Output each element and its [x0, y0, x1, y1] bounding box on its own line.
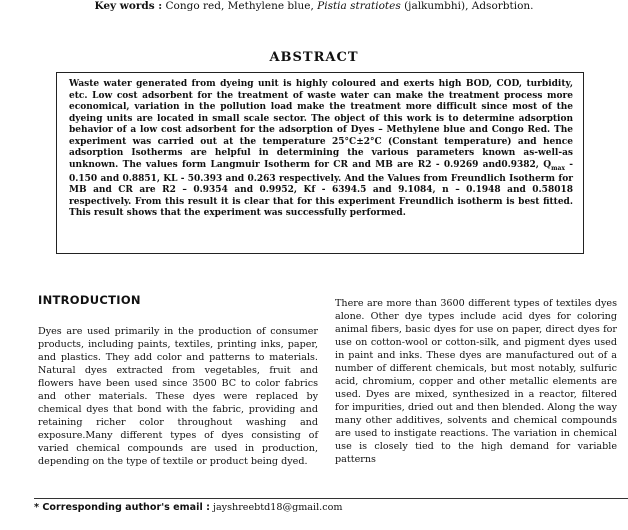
abstract-part-2: - 0.150 and 0.8851, KL - 50.393 and 0.263 respectively. And the Values from Freundlich Isotherm for MB and CR are R2 – 0.9354 and 0.9952, Kf - 6394.5 and 9.1084, n – 0.1948 and 0.58018 respectively. From this result it is clear that for this experiment Freundlich isotherm is best fitted. This result shows that the experiment was successfully performed.	[69, 159, 573, 219]
abstract-text	[69, 79, 573, 220]
abstract-qmax-sub: max	[551, 164, 565, 172]
keywords-species: Pistia stratiotes	[317, 0, 401, 12]
introduction-heading: INTRODUCTION	[38, 293, 141, 307]
footnote-email[interactable]: jayshreebtd18@gmail.com	[209, 502, 343, 513]
introduction-left-paragraph: Dyes are used primarily in the production of consumer products, including paints, textiles, printing inks, paper, and plastics. They add color and patterns to materials. Natural dyes extracted from vegetables, fruit and flowers have been used since 3500 BC to color fabrics and other materials. These dyes were replaced by chemical dyes that bond with the fabric, providing and retaining richer color throughout washing and exposure.Many different types of dyes consisting of varied chemical compounds are used in production, depending on the type of textile or product being dyed.	[38, 326, 318, 467]
keywords-line	[0, 0, 628, 13]
footnote-label: * Corresponding author's email :	[34, 502, 210, 513]
right-column	[335, 297, 617, 466]
corresponding-author-footnote	[34, 502, 342, 513]
keywords-text-1: Congo red, Methylene blue,	[162, 0, 318, 12]
footnote-divider	[34, 498, 628, 499]
abstract-title: ABSTRACT	[269, 50, 359, 65]
introduction-right-paragraph: There are more than 3600 different types of textiles dyes alone. Other dye types include acid dyes for coloring animal fibers, basic dyes for use on paper, direct dyes for use on cotton-wool or cotton-silk, and pigment dyes used in paint and inks. These dyes are manufactured out of a number of different chemicals, but most notably, sulfuric acid, chromium, copper and other metallic elements are used. Dyes are mixed, synthesized in a reactor, filtered for impurities, dried out and then blended. Along the way many other additives, solvents and chemical compounds are used to instigate reactions. The variation in chemical use is closely tied to the high demand for variable patterns	[335, 298, 617, 465]
keywords-text-2: (jalkumbhi), Adsorbtion.	[400, 0, 534, 12]
left-column	[38, 294, 318, 468]
abstract-box	[56, 72, 584, 254]
keywords-label: Key words :	[94, 0, 163, 12]
abstract-part-1: Waste water generated from dyeing unit is highly coloured and exerts high BOD, COD, turbidity, etc. Low cost adsorbent for the treatment of waste water can make the treatment process more economical, variation in the pollution load make the treatment more difficult since most of the dyeing units are located in small scale sector. The object of this work is to determine adsorption behavior of a low cost adsorbent for the adsorption of Dyes – Methylene blue and Congo Red. The experiment was carried out at the temperature 25°C±2°C (Constant temperature) and hence adsorption Isotherms are helpful in determining the various parameters known as-well-as unknown. The values form Langmuir Isotherm for CR and MB are R2 - 0.9269 and0.9382, Q	[69, 79, 573, 170]
